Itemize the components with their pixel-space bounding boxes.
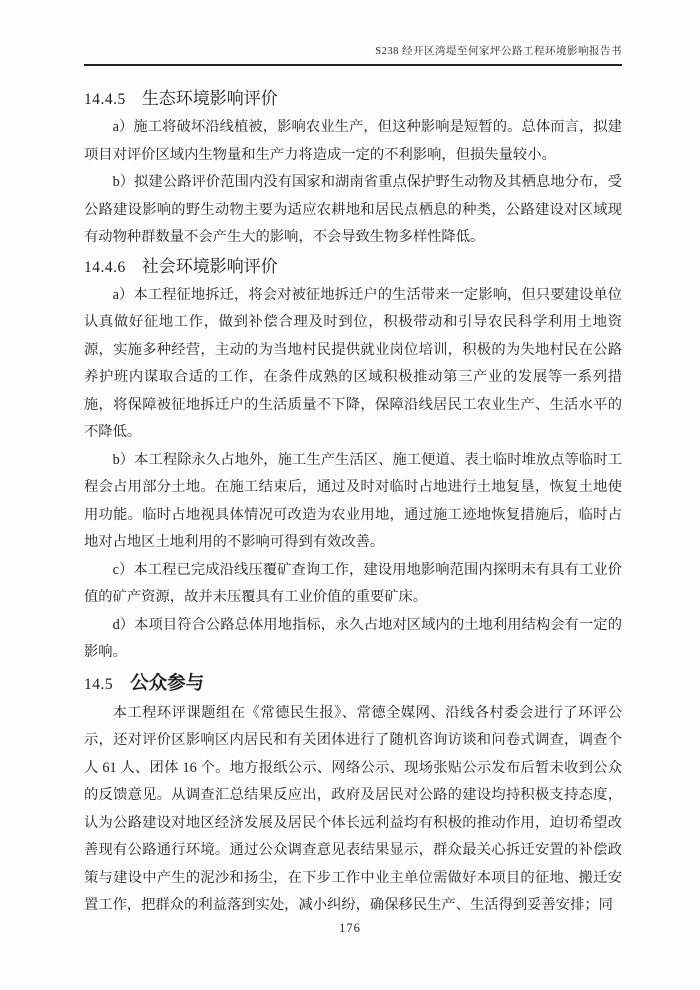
page-number: 176 (339, 921, 361, 935)
section-title: 社会环境影响评价 (141, 256, 278, 276)
paragraph-public-participation: 本工程环评课题组在《常德民生报》、常德全媒网、沿线各村委会进行了环评公示，还对评价区影响区内居民和有关团体进行了随机咨询访谈和问卷式调查，调查个人 61 人、团体 16 个。地方报纸公示、网络公示、现场张贴公示发布后暂未收到公众的反馈意见。从调查汇总结果反应出，政府及居民对公路的建设均持积极支持态度，认为公路建设对地区经济发展及居民个体长远利益均有积极的推动作用，迫切希望改善现有公路通行环境。通过公众调查意见表结果显示，群众最关心拆迁安置的补偿政策与建设中产生的泥沙和扬尘，在下步工作中业主单位需做好本项目的征地、搬迁安置工作，把群众的利益落到实处，减小纠纷，确保移民生产、生活得到妥善安排；同 (84, 704, 622, 913)
section-heading-14-4-5 (84, 84, 622, 114)
paragraph-a-ecology: a）施工将破坏沿线植被，影响农业生产，但这种影响是短暂的。总体而言，拟建项目对评价区域内生物量和生产力将造成一定的不利影响，但损失量较小。 (84, 119, 622, 163)
paragraph-b-social: b）本工程除永久占地外，施工生产生活区、施工便道、表土临时堆放点等临时工程会占用部分土地。在施工结束后，通过及时对临时占地进行土地复垦，恢复土地使用功能。临时占地视具体情况可改造为农业用地，通过施工迹地恢复措施后，临时占地对占地区土地利用的不影响可得到有效改善。 (84, 451, 622, 550)
section-number: 14.5 (84, 675, 114, 693)
paragraph-d-social: d）本项目符合公路总体用地指标，永久占地对区域内的土地利用结构会有一定的影响。 (84, 616, 622, 660)
section-heading-14-5 (84, 667, 622, 700)
page-footer (0, 921, 700, 936)
section-title: 生态环境影响评价 (141, 89, 278, 108)
document-body (84, 84, 622, 920)
paragraph-a-social: a）本工程征地拆迁，将会对被征地拆迁户的生活带来一定影响，但只要建设单位认真做好征地工作，做到补偿合理及时到位，积极带动和引导农民科学利用土地资源，实施多种经营，主动的为当地村民提供就业岗位培训，积极的为失地村民在公路养护班内谋取合适的工作，在条件成熟的区域积极推动第三产业的发展等一系列措施，将保障被征地拆迁户的生活质量不下降，保障沿线居民工农业生产、生活水平的不降低。 (84, 286, 622, 440)
report-header-title: S238 经开区湾堤至何家坪公路工程环境影响报告书 (375, 46, 622, 57)
section-title: 公众参与 (130, 671, 205, 693)
section-number: 14.4.6 (84, 258, 126, 276)
paragraph-c-social: c）本工程已完成沿线压覆矿查询工作，建设用地影响范围内探明未有具有工业价值的矿产资源，故并未压覆具有工业价值的重要矿床。 (84, 561, 622, 605)
section-heading-14-4-6 (84, 252, 622, 282)
section-number: 14.4.5 (84, 91, 126, 108)
paragraph-b-ecology: b）拟建公路评价范围内没有国家和湖南省重点保护野生动物及其栖息地分布，受公路建设影响的野生动物主要为适应农耕地和居民点栖息的种类，公路建设对区域现有动物种群数量不会产生大的影响，不会导致生物多样性降低。 (84, 174, 622, 245)
page-header (84, 0, 622, 66)
